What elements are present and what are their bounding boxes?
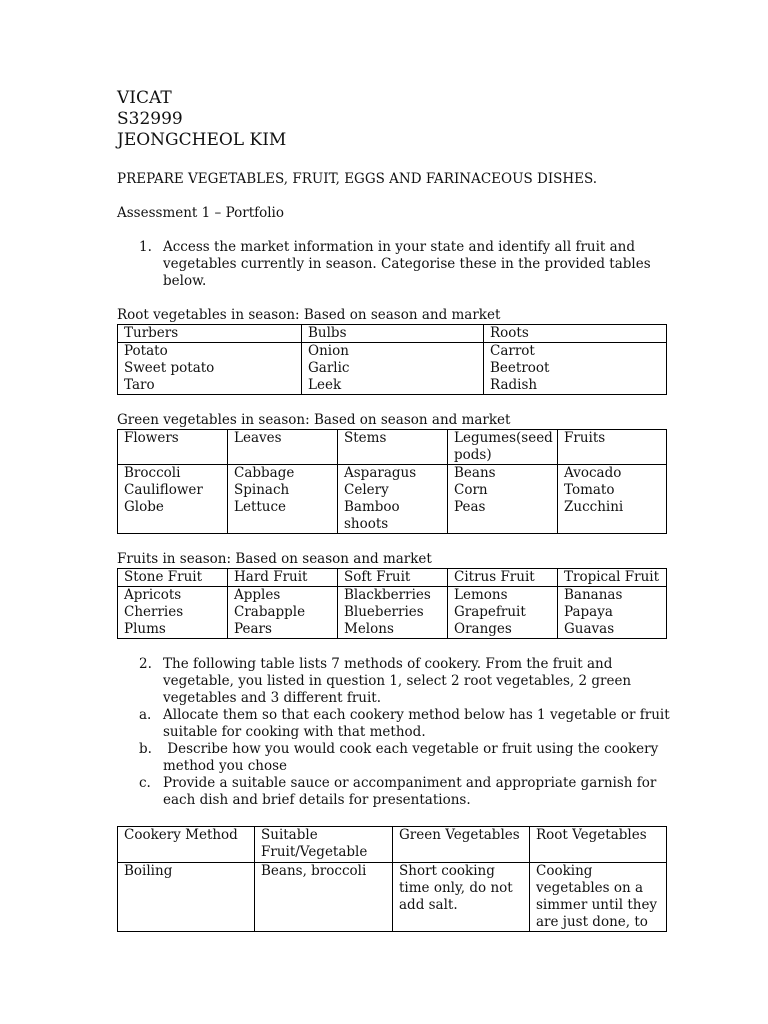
cell-line: Spinach <box>234 482 290 498</box>
assessment-title: Assessment 1 – Portfolio <box>117 205 285 221</box>
sub-question-label: b. <box>139 741 152 757</box>
question-text-line: below. <box>163 273 207 289</box>
table-header-row <box>118 569 667 587</box>
cell-line: Cauliflower <box>124 482 203 498</box>
table-cell <box>393 863 530 932</box>
table-cell <box>338 465 448 534</box>
cell-line: time only, do not <box>399 880 513 896</box>
cell-line: Fruit/Vegetable <box>261 844 368 860</box>
header-cell: Bulbs <box>302 325 484 343</box>
table-cell <box>118 465 228 534</box>
cell-line: Legumes(seed <box>454 430 553 446</box>
question-text-line: vegetables and 3 different fruit. <box>163 690 382 706</box>
cell-line: Radish <box>490 377 538 393</box>
question-text-line: vegetable, you listed in question 1, select 2 root vegetables, 2 green <box>163 673 632 689</box>
header-cell: Flowers <box>118 430 228 465</box>
cell-line: Papaya <box>564 604 613 620</box>
fruits-table <box>117 568 667 639</box>
question-text-line: method you chose <box>163 758 288 774</box>
student-header <box>117 88 677 151</box>
cell-line: simmer until they <box>536 897 658 913</box>
question-text-line: Allocate them so that each cookery method below has 1 vegetable or fruit <box>163 707 670 723</box>
table-cell <box>558 465 667 534</box>
table-cell <box>558 587 667 639</box>
cell-line: Blackberries <box>344 587 431 603</box>
cell-line: Apples <box>234 587 281 603</box>
cell-line: pods) <box>454 447 492 463</box>
document-title: PREPARE VEGETABLES, FRUIT, EGGS AND FARINACEOUS DISHES. <box>117 171 598 187</box>
table-cell <box>228 465 338 534</box>
cell-line: Suitable <box>261 827 318 843</box>
cell-line: Corn <box>454 482 488 498</box>
question-text-line: vegetables currently in season. Categorise these in the provided tables <box>163 256 651 272</box>
cell-line: Sweet potato <box>124 360 215 376</box>
table-row <box>118 465 667 534</box>
table-cell: Beans, broccoli <box>255 863 393 932</box>
cell-line: Zucchini <box>564 499 624 515</box>
header-cell: Fruits <box>558 430 667 465</box>
cell-line: Melons <box>344 621 394 637</box>
header-cell: Turbers <box>118 325 302 343</box>
table-cell <box>118 343 302 395</box>
cell-line: shoots <box>344 516 389 532</box>
question-1 <box>117 239 677 290</box>
cell-line: Asparagus <box>344 465 417 481</box>
student-name: JEONGCHEOL KIM <box>117 130 287 150</box>
table-cell <box>530 863 667 932</box>
cell-line: Potato <box>124 343 168 359</box>
header-cell <box>255 827 393 863</box>
cell-line: Crabapple <box>234 604 306 620</box>
question-text-line: Describe how you would cook each vegetable or fruit using the cookery <box>163 741 659 757</box>
cell-line: Oranges <box>454 621 512 637</box>
cell-line: are just done, to <box>536 914 648 930</box>
header-cell <box>448 430 558 465</box>
header-cell: Hard Fruit <box>228 569 338 587</box>
cell-line: Carrot <box>490 343 535 359</box>
cell-line: Short cooking <box>399 863 495 879</box>
header-cell: Green Vegetables <box>393 827 530 863</box>
header-cell: Leaves <box>228 430 338 465</box>
table-header-row <box>118 325 667 343</box>
cell-line: Grapefruit <box>454 604 526 620</box>
table-cell <box>484 343 667 395</box>
fruit-table-caption: Fruits in season: Based on season and market <box>117 551 432 567</box>
header-cell: Soft Fruit <box>338 569 448 587</box>
header-cell: Cookery Method <box>118 827 255 863</box>
question-text-line: Provide a suitable sauce or accompaniment and appropriate garnish for <box>163 775 657 791</box>
student-id: S32999 <box>117 109 183 129</box>
table-cell <box>118 587 228 639</box>
cell-line: Globe <box>124 499 164 515</box>
question-text-line: Access the market information in your state and identify all fruit and <box>163 239 636 255</box>
cell-line: Pears <box>234 621 272 637</box>
cell-line: Apricots <box>124 587 182 603</box>
cell-line: Cabbage <box>234 465 295 481</box>
table-row <box>118 587 667 639</box>
header-cell: Citrus Fruit <box>448 569 558 587</box>
table-header-row <box>118 827 667 863</box>
cell-line: Avocado <box>564 465 622 481</box>
question-2 <box>117 656 677 707</box>
root-vegetables-table <box>117 324 667 395</box>
cell-line: Cherries <box>124 604 184 620</box>
question-2c <box>117 775 677 809</box>
cell-line: Plums <box>124 621 166 637</box>
cell-line: Bamboo <box>344 499 400 515</box>
cell-line: Cooking <box>536 863 593 879</box>
institution-name: VICAT <box>117 88 172 108</box>
cell-line: Bananas <box>564 587 623 603</box>
table-cell <box>338 587 448 639</box>
cell-line: Garlic <box>308 360 350 376</box>
question-2a <box>117 707 677 741</box>
cell-line: Taro <box>124 377 155 393</box>
table-cell: Boiling <box>118 863 255 932</box>
table-cell <box>448 587 558 639</box>
table-header-row <box>118 430 667 465</box>
table-cell <box>228 587 338 639</box>
table-row <box>118 343 667 395</box>
green-vegetables-table <box>117 429 667 534</box>
table-cell <box>302 343 484 395</box>
header-cell: Tropical Fruit <box>558 569 667 587</box>
root-table-caption: Root vegetables in season: Based on season and market <box>117 307 501 323</box>
table-cell <box>448 465 558 534</box>
document-page <box>117 88 677 932</box>
header-cell: Stems <box>338 430 448 465</box>
header-cell: Root Vegetables <box>530 827 667 863</box>
cell-line: Tomato <box>564 482 615 498</box>
cell-line: Lemons <box>454 587 508 603</box>
question-2b <box>117 741 677 775</box>
cell-line: Celery <box>344 482 389 498</box>
cell-line: Peas <box>454 499 486 515</box>
header-cell: Stone Fruit <box>118 569 228 587</box>
cell-line: Onion <box>308 343 349 359</box>
cell-line: vegetables on a <box>536 880 644 896</box>
question-number: 1. <box>139 239 152 255</box>
question-text-line: suitable for cooking with that method. <box>163 724 426 740</box>
cell-line: add salt. <box>399 897 458 913</box>
cell-line: Leek <box>308 377 342 393</box>
cell-line: Blueberries <box>344 604 424 620</box>
cell-line: Broccoli <box>124 465 181 481</box>
sub-question-label: c. <box>139 775 151 791</box>
question-text-line: The following table lists 7 methods of cookery. From the fruit and <box>163 656 613 672</box>
sub-question-label: a. <box>139 707 152 723</box>
cell-line: Guavas <box>564 621 615 637</box>
table-row <box>118 863 667 932</box>
cell-line: Beetroot <box>490 360 550 376</box>
question-number: 2. <box>139 656 152 672</box>
question-text-line: each dish and brief details for presentations. <box>163 792 471 808</box>
cell-line: Lettuce <box>234 499 287 515</box>
cookery-method-table <box>117 826 667 932</box>
header-cell: Roots <box>484 325 667 343</box>
cell-line: Beans <box>454 465 496 481</box>
green-table-caption: Green vegetables in season: Based on season and market <box>117 412 511 428</box>
